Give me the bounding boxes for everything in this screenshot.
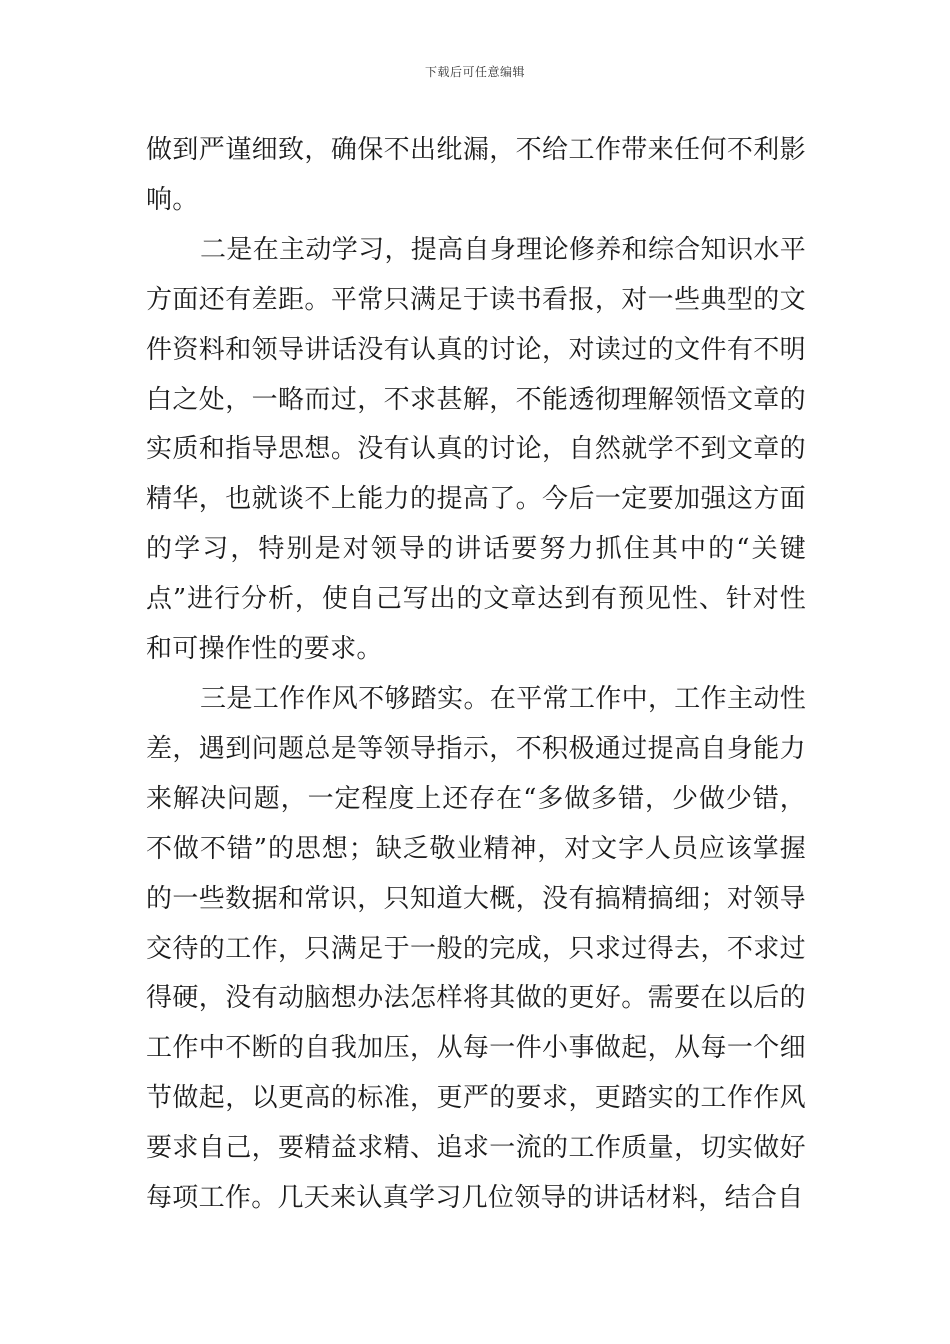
page-header: 下载后可任意编辑 [424, 65, 525, 79]
paragraph-continuation: 做到严谨细致，确保不出纰漏，不给工作带来任何不利影响。 [146, 135, 806, 215]
paragraph-point-three: 三是工作作风不够踏实。在平常工作中，工作主动性差，遇到问题总是等领导指示，不积极通过提高自身能力来解决问题，一定程度上还存在“多做多错，少做少错，不做不错”的思想；缺乏敬业精神，对文字人员应该掌握的一些数据和常识，只知道大概，没有搞精搞细；对领导交待的工作，只满足于一般的完成，只求过得去，不求过得硬，没有动脑想办法怎样将其做的更好。需要在以后的工作中不断的自我加压，从每一件小事做起，从每一个细节做起，以更高的标准，更严的要求，更踏实的工作作风要求自己，要精益求精、追求一流的工作质量，切实做好每项工作。几天来认真学习几位领导的讲话材料，结合自 [146, 683, 806, 1214]
document-body [146, 126, 806, 1224]
paragraph-point-two: 二是在主动学习，提高自身理论修养和综合知识水平方面还有差距。平常只满足于读书看报，对一些典型的文件资料和领导讲话没有认真的讨论，对读过的文件有不明白之处，一略而过，不求甚解，不能透彻理解领悟文章的实质和指导思想。没有认真的讨论，自然就学不到文章的精华，也就谈不上能力的提高了。今后一定要加强这方面的学习，特别是对领导的讲话要努力抓住其中的“关键点”进行分析，使自己写出的文章达到有预见性、针对性和可操作性的要求。 [146, 234, 806, 665]
